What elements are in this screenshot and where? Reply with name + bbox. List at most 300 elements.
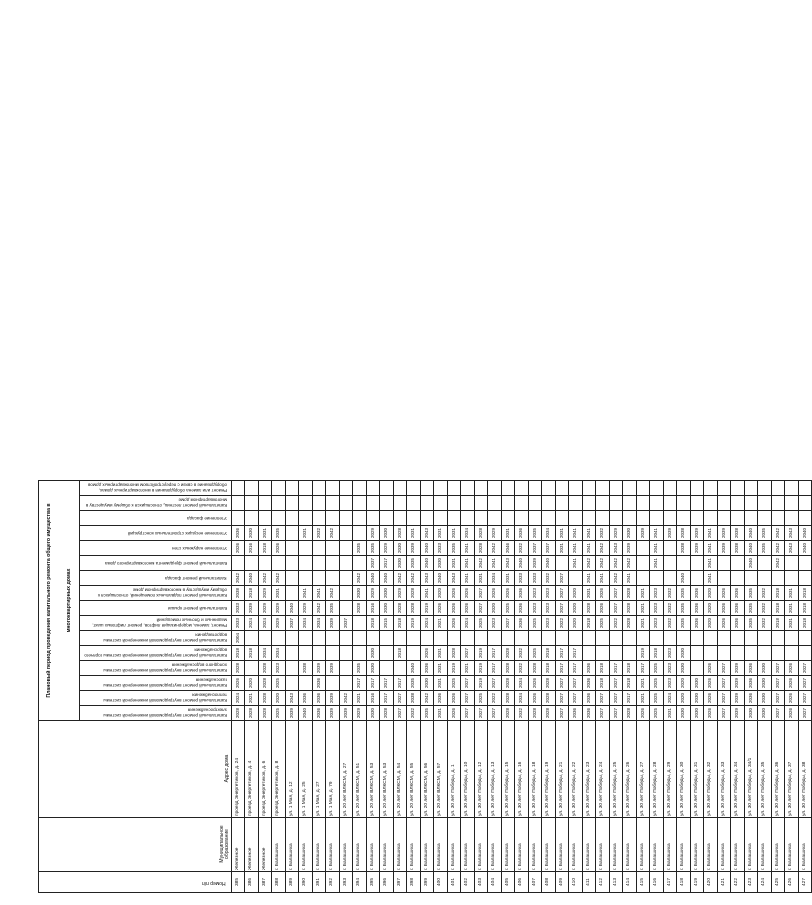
year-cell: 2027 (461, 691, 475, 706)
year-cell: 2030 (420, 676, 434, 691)
year-cell (717, 556, 731, 571)
year-cell (312, 496, 326, 511)
year-cell: 2031 (785, 586, 799, 601)
year-cell: 2027 (555, 676, 569, 691)
year-cell: 2030 (380, 601, 394, 616)
year-cell: 2027 (609, 706, 623, 721)
table-row (623, 481, 637, 893)
year-cell: 2023 (542, 616, 556, 631)
year-cell (758, 496, 772, 511)
year-cell: 2041 (461, 571, 475, 586)
year-cell (582, 511, 596, 526)
municipality-cell: г. Балашиха (555, 818, 569, 872)
year-cell: 2024 (231, 691, 245, 706)
year-cell: 2026 (596, 601, 610, 616)
municipality-cell: Железное (231, 818, 245, 872)
year-cell: 2027 (717, 706, 731, 721)
year-cell: 2018 (542, 646, 556, 661)
year-cell: 2029 (258, 601, 272, 616)
table-row (704, 481, 718, 893)
year-cell: 2041 (650, 526, 664, 541)
year-cell (326, 481, 340, 496)
year-cell: 2018 (245, 646, 259, 661)
year-cell: 2030 (690, 691, 704, 706)
address-cell: ул. 1 Мая, д. 25 (299, 721, 313, 818)
row-number: 419 (690, 872, 704, 893)
year-cell: 2027 (609, 586, 623, 601)
year-cell: 2040 (744, 541, 758, 556)
address-cell: ул. 30 лет Победы, д. 30 (677, 721, 691, 818)
table-row (258, 481, 272, 893)
table-row (393, 481, 407, 893)
year-cell (731, 481, 745, 496)
address-cell: проезд Энергетиков, д. 8 (272, 721, 286, 818)
year-cell: 2038 (677, 526, 691, 541)
table-row (758, 481, 772, 893)
year-cell (312, 571, 326, 586)
year-cell (609, 481, 623, 496)
year-cell: 2027 (461, 646, 475, 661)
municipality-cell: г. Балашиха (380, 818, 394, 872)
year-cell: 2017 (380, 556, 394, 571)
year-cell: 2042 (609, 556, 623, 571)
year-cell: 2036 (515, 586, 529, 601)
year-cell: 2042 (407, 571, 421, 586)
address-cell: ул. 30 лет Победы, д. 32 (704, 721, 718, 818)
year-cell: 2034 (461, 526, 475, 541)
year-cell: 2025 (528, 646, 542, 661)
col-header-municipality: Муниципальное образование (39, 818, 232, 872)
year-cell: 2030 (353, 586, 367, 601)
year-cell (353, 511, 367, 526)
year-cell (717, 646, 731, 661)
year-cell: 2036 (582, 691, 596, 706)
municipality-cell: г. Балашиха (609, 818, 623, 872)
year-cell (798, 556, 812, 571)
address-cell: ул. 20 лет ВЛКСМ, д. 27 (339, 721, 353, 818)
year-cell: 2031 (434, 646, 448, 661)
year-cell: 2023 (663, 661, 677, 676)
year-cell (636, 481, 650, 496)
year-cell (771, 481, 785, 496)
year-cell: 2035 (744, 586, 758, 601)
year-cell (528, 481, 542, 496)
year-cell: 2042 (623, 556, 637, 571)
year-cell: 2027 (555, 706, 569, 721)
year-cell: 2039 (407, 541, 421, 556)
year-cell: 2041 (704, 571, 718, 586)
year-cell: 2039 (717, 541, 731, 556)
year-cell (339, 511, 353, 526)
year-cell (326, 631, 340, 646)
year-cell (339, 586, 353, 601)
year-cell: 2039 (312, 661, 326, 676)
row-number: 426 (785, 872, 799, 893)
year-cell: 2018 (771, 601, 785, 616)
address-cell: ул. 30 лет Победы, д. 28 (650, 721, 664, 818)
year-cell: 2035 (353, 541, 367, 556)
municipality-cell: г. Балашиха (515, 818, 529, 872)
row-number: 421 (717, 872, 731, 893)
address-cell: ул. 20 лет ВЛКСМ, д. 57 (434, 721, 448, 818)
year-cell: 2023 (542, 601, 556, 616)
year-cell: 2028 (258, 661, 272, 676)
year-cell (339, 526, 353, 541)
year-cell: 2031 (258, 526, 272, 541)
year-cell (461, 481, 475, 496)
row-number: 427 (798, 872, 812, 893)
municipality-cell: г. Балашиха (393, 818, 407, 872)
table-row (420, 481, 434, 893)
year-cell (434, 631, 448, 646)
year-cell: 2027 (609, 691, 623, 706)
year-cell (717, 511, 731, 526)
year-cell: 2031 (407, 526, 421, 541)
year-cell: 2043 (785, 526, 799, 541)
row-number: 408 (542, 872, 556, 893)
year-cell: 2036 (434, 691, 448, 706)
year-cell: 2039 (663, 526, 677, 541)
municipality-cell: г. Балашиха (569, 818, 583, 872)
year-cell (231, 481, 245, 496)
year-cell: 2039 (326, 691, 340, 706)
year-cell: 2023 (650, 616, 664, 631)
year-cell (528, 631, 542, 646)
year-cell: 2042 (488, 541, 502, 556)
year-cell: 2028 (623, 616, 637, 631)
year-cell: 2026 (785, 676, 799, 691)
year-cell: 2027 (555, 586, 569, 601)
municipality-cell: г. Балашиха (501, 818, 515, 872)
row-number: 414 (623, 872, 637, 893)
year-cell (785, 511, 799, 526)
year-cell: 2041 (299, 586, 313, 601)
year-cell: 2037 (542, 541, 556, 556)
year-cell (258, 556, 272, 571)
year-cell (528, 511, 542, 526)
year-cell: 2027 (474, 706, 488, 721)
year-cell: 2017 (609, 661, 623, 676)
col-header-work: Капитальный ремонт лестниц, относящихся к общему имуществу в многоквартирном доме (80, 496, 232, 511)
year-cell (245, 556, 259, 571)
year-cell: 2028 (231, 661, 245, 676)
year-cell: 2028 (258, 691, 272, 706)
year-cell (663, 556, 677, 571)
year-cell (798, 481, 812, 496)
year-cell: 2021 (245, 691, 259, 706)
year-cell (299, 631, 313, 646)
address-cell: ул. 30 лет Победы, д. 31 (690, 721, 704, 818)
year-cell (677, 481, 691, 496)
year-cell: 2035 (758, 526, 772, 541)
year-cell (312, 631, 326, 646)
year-cell (798, 511, 812, 526)
year-cell: 2026 (447, 706, 461, 721)
year-cell: 2019 (474, 676, 488, 691)
year-cell (231, 496, 245, 511)
year-cell: 2027 (798, 661, 812, 676)
year-cell (771, 496, 785, 511)
year-cell: 2027 (596, 706, 610, 721)
year-cell: 2041 (569, 556, 583, 571)
year-cell: 2039 (339, 706, 353, 721)
year-cell: 2026 (704, 691, 718, 706)
year-cell: 2029 (258, 586, 272, 601)
year-cell: 2031 (447, 526, 461, 541)
year-cell (582, 481, 596, 496)
table-row (650, 481, 664, 893)
year-cell: 2032 (663, 616, 677, 631)
year-cell (380, 481, 394, 496)
municipality-cell: г. Балашиха (663, 818, 677, 872)
year-cell: 2018 (771, 586, 785, 601)
year-cell: 2028 (501, 646, 515, 661)
table-row (717, 481, 731, 893)
year-cell: 2024 (461, 616, 475, 631)
year-cell: 2017 (353, 676, 367, 691)
year-cell (339, 661, 353, 676)
year-cell (677, 631, 691, 646)
year-cell (542, 481, 556, 496)
year-cell: 2027 (555, 601, 569, 616)
year-cell: 2026 (447, 616, 461, 631)
year-cell: 2023 (542, 586, 556, 601)
year-cell: 2041 (582, 541, 596, 556)
year-cell: 2027 (555, 571, 569, 586)
year-cell: 2023 (650, 601, 664, 616)
year-cell (569, 571, 583, 586)
year-cell (758, 511, 772, 526)
year-cell: 2041 (704, 526, 718, 541)
year-cell: 2036 (744, 676, 758, 691)
year-cell: 2042 (609, 571, 623, 586)
year-cell (326, 511, 340, 526)
year-cell: 2029 (272, 616, 286, 631)
year-cell: 2018 (623, 676, 637, 691)
year-cell: 2021 (636, 601, 650, 616)
year-cell: 2028 (258, 676, 272, 691)
year-cell: 2033 (231, 616, 245, 631)
year-cell: 2042 (326, 586, 340, 601)
year-cell: 2036 (582, 676, 596, 691)
year-cell: 2032 (758, 616, 772, 631)
year-cell: 2031 (555, 541, 569, 556)
year-cell: 2036 (744, 661, 758, 676)
row-number: 395 (366, 872, 380, 893)
year-cell (555, 556, 569, 571)
table-row (663, 481, 677, 893)
year-cell (474, 511, 488, 526)
year-cell (636, 511, 650, 526)
row-number: 401 (447, 872, 461, 893)
year-cell: 2031 (434, 661, 448, 676)
municipality-cell: г. Балашиха (272, 818, 286, 872)
address-cell: ул. 30 лет Победы, д. 35 (758, 721, 772, 818)
year-cell: 2042 (420, 691, 434, 706)
year-cell: 2028 (501, 676, 515, 691)
address-cell: ул. 1 Мая, д. 79 (326, 721, 340, 818)
year-cell (231, 511, 245, 526)
year-cell: 2023 (663, 676, 677, 691)
year-cell: 2042 (312, 601, 326, 616)
year-cell: 2029 (380, 541, 394, 556)
year-cell (407, 631, 421, 646)
row-number: 415 (636, 872, 650, 893)
address-cell: ул. 30 лет Победы, д. 36 (771, 721, 785, 818)
year-cell: 2030 (758, 706, 772, 721)
year-cell (582, 646, 596, 661)
year-cell: 2038 (731, 541, 745, 556)
year-cell (717, 631, 731, 646)
row-number: 404 (488, 872, 502, 893)
year-cell: 2027 (596, 691, 610, 706)
year-cell: 2040 (677, 571, 691, 586)
row-number: 386 (245, 872, 259, 893)
table-row (245, 481, 259, 893)
col-header-num: Номер п/п (39, 872, 232, 893)
year-cell (555, 496, 569, 511)
year-cell: 2036 (731, 616, 745, 631)
year-cell: 2029 (609, 526, 623, 541)
year-cell: 2004 (231, 631, 245, 646)
year-cell (339, 601, 353, 616)
year-cell: 2035 (758, 541, 772, 556)
year-cell: 2031 (582, 586, 596, 601)
year-cell: 2027 (717, 691, 731, 706)
year-cell: 2036 (731, 601, 745, 616)
year-cell (299, 556, 313, 571)
municipality-cell: г. Балашиха (690, 818, 704, 872)
address-cell: ул. 30 лет Победы, д. 38 (798, 721, 812, 818)
year-cell (258, 481, 272, 496)
year-cell (488, 631, 502, 646)
year-cell (339, 556, 353, 571)
year-cell: 2021 (636, 616, 650, 631)
year-cell: 2023 (488, 616, 502, 631)
year-cell (339, 631, 353, 646)
year-cell (285, 586, 299, 601)
year-cell (272, 481, 286, 496)
year-cell: 2017 (393, 676, 407, 691)
year-cell (623, 511, 637, 526)
year-cell: 2031 (447, 556, 461, 571)
address-cell: ул. 30 лет Победы, д. 21 (555, 721, 569, 818)
col-header-work: Утепление наружных стен (80, 541, 232, 556)
year-cell (366, 631, 380, 646)
row-number: 392 (326, 872, 340, 893)
year-cell: 2026 (528, 691, 542, 706)
row-number: 424 (758, 872, 772, 893)
year-cell (623, 496, 637, 511)
col-header-work: Капитальный ремонт внутридомовой инженерной системы горячего водоснабжения (80, 646, 232, 661)
year-cell: 2026 (447, 586, 461, 601)
year-cell: 2026 (461, 586, 475, 601)
year-cell: 2018 (596, 676, 610, 691)
year-cell: 2027 (488, 706, 502, 721)
table-row (609, 481, 623, 893)
year-cell: 2025 (272, 706, 286, 721)
year-cell (569, 631, 583, 646)
year-cell: 2040 (798, 526, 812, 541)
col-header-work: Капитальный ремонт фасада (80, 571, 232, 586)
year-cell: 2028 (528, 706, 542, 721)
year-cell (704, 496, 718, 511)
year-cell: 2030 (690, 706, 704, 721)
year-cell: 2042 (393, 571, 407, 586)
year-cell (366, 481, 380, 496)
year-cell: 2035 (420, 706, 434, 721)
year-cell: 2035 (407, 556, 421, 571)
year-cell (245, 481, 259, 496)
year-cell: 2036 (231, 526, 245, 541)
year-cell: 2036 (515, 601, 529, 616)
year-cell: 2041 (623, 571, 637, 586)
year-cell: 2035 (353, 661, 367, 676)
year-cell: 2027 (555, 691, 569, 706)
year-cell: 2039 (690, 526, 704, 541)
year-cell (285, 676, 299, 691)
year-cell: 2038 (231, 586, 245, 601)
year-cell (528, 496, 542, 511)
year-cell (380, 646, 394, 661)
year-cell (272, 631, 286, 646)
year-cell: 2035 (366, 541, 380, 556)
year-cell: 2020 (569, 586, 583, 601)
year-cell: 2015 (380, 616, 394, 631)
year-cell: 2018 (650, 646, 664, 661)
address-cell: ул. 30 лет Победы, д. 16 (515, 721, 529, 818)
municipality-cell: Железное (245, 818, 259, 872)
year-cell: 2025 (447, 676, 461, 691)
year-cell: 2029 (488, 526, 502, 541)
year-cell: 2036 (582, 706, 596, 721)
table-row (785, 481, 799, 893)
year-cell: 2041 (582, 526, 596, 541)
year-cell (515, 511, 529, 526)
table-row (339, 481, 353, 893)
year-cell: 2030 (393, 541, 407, 556)
year-cell: 2041 (650, 556, 664, 571)
year-cell: 2041 (596, 571, 610, 586)
year-cell: 2041 (650, 541, 664, 556)
address-cell: ул. 20 лет ВЛКСМ, д. 55 (407, 721, 421, 818)
municipality-cell: г. Балашиха (434, 818, 448, 872)
year-cell: 2039 (690, 541, 704, 556)
year-cell (785, 496, 799, 511)
year-cell: 2016 (245, 541, 259, 556)
year-cell: 2040 (285, 601, 299, 616)
year-cell: 2019 (407, 616, 421, 631)
year-cell (447, 511, 461, 526)
year-cell: 2016 (366, 691, 380, 706)
address-cell: ул. 30 лет Победы, д. 10 (461, 721, 475, 818)
row-number: 398 (407, 872, 421, 893)
row-number: 399 (420, 872, 434, 893)
year-cell (663, 481, 677, 496)
year-cell: 2025 (474, 691, 488, 706)
year-cell (285, 481, 299, 496)
year-cell (420, 511, 434, 526)
year-cell: 2026 (231, 676, 245, 691)
year-cell (461, 511, 475, 526)
year-cell: 2030 (744, 706, 758, 721)
year-cell (353, 616, 367, 631)
row-number: 405 (501, 872, 515, 893)
year-cell (785, 646, 799, 661)
year-cell: 2017 (366, 676, 380, 691)
year-cell: 2018 (771, 616, 785, 631)
table-row (744, 481, 758, 893)
